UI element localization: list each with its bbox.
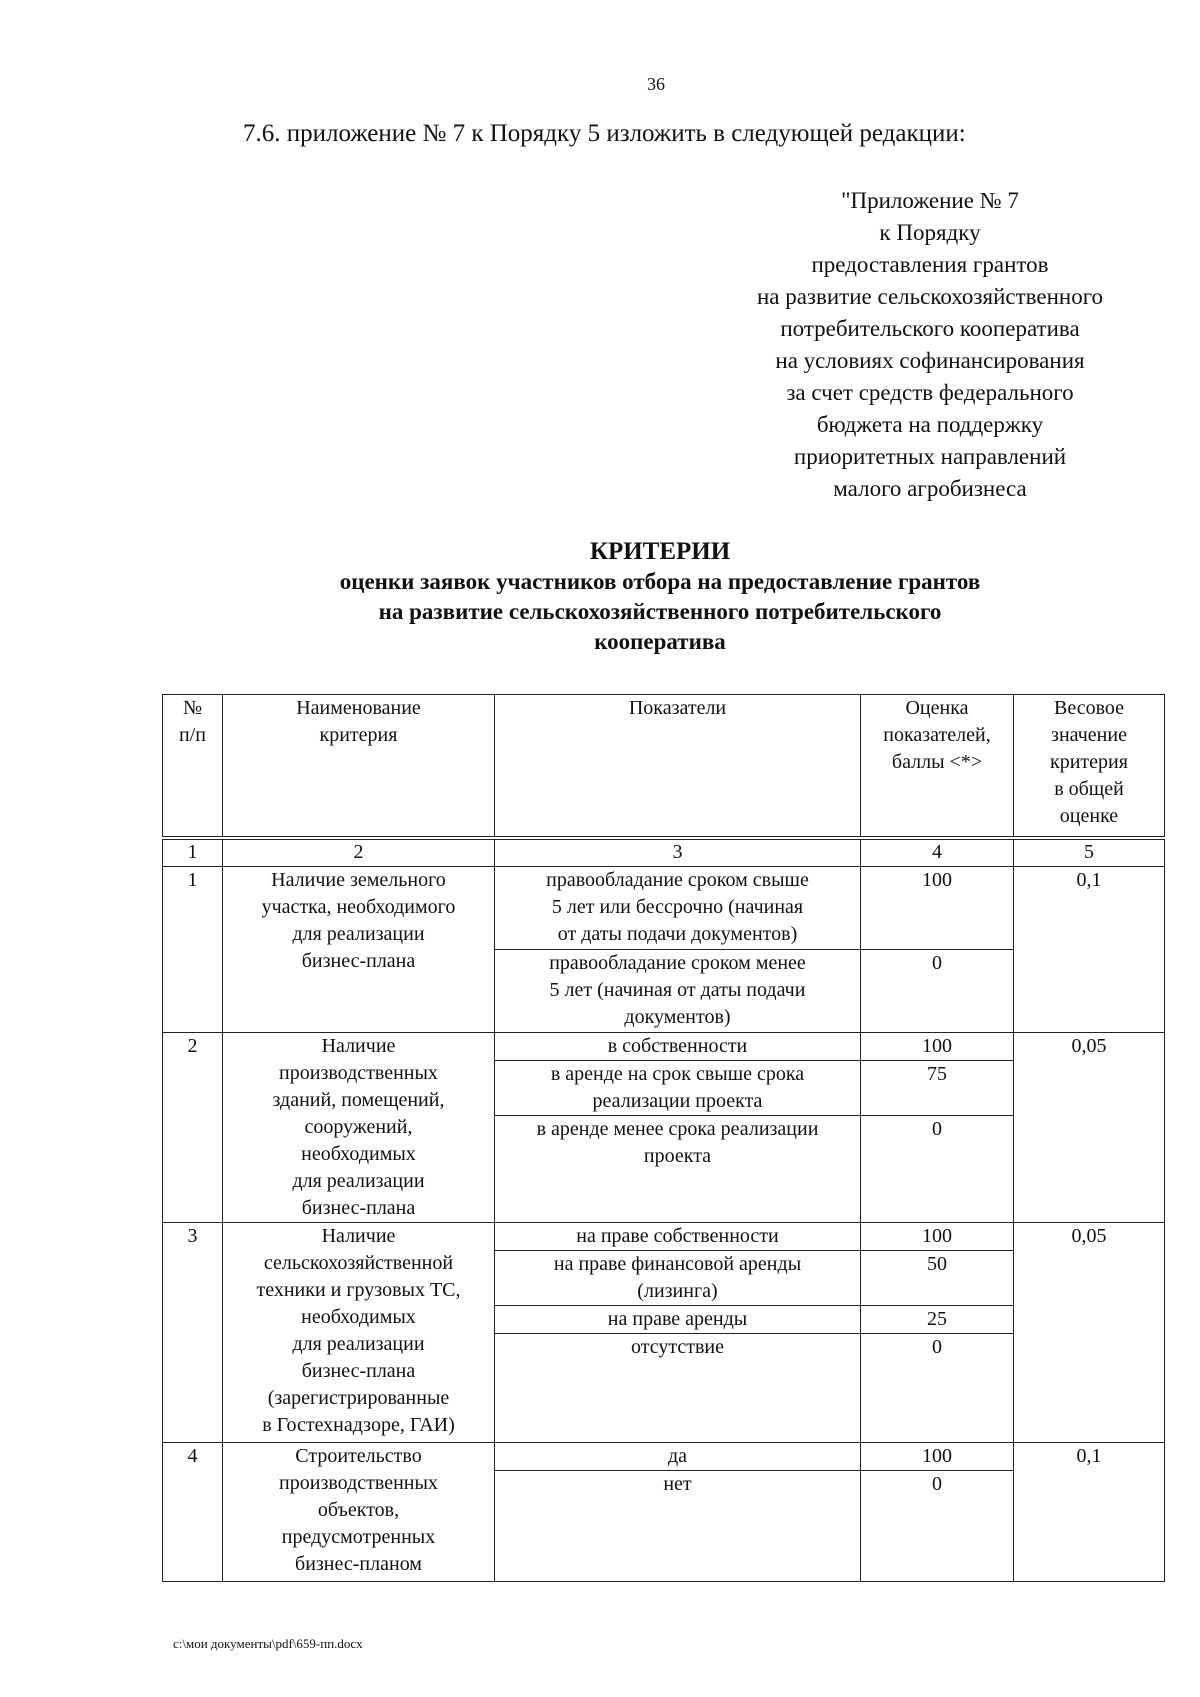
- header-score: Оценка показателей, баллы <*>: [861, 695, 1014, 839]
- indicator-score: 0: [861, 1116, 1014, 1223]
- indicator-score: 100: [861, 1443, 1014, 1471]
- criteria-table: [162, 694, 1165, 1582]
- table-row: [163, 867, 1165, 950]
- indicator-score: 0: [861, 950, 1014, 1033]
- heading-title: КРИТЕРИИ: [589, 538, 731, 565]
- header-number: № п/п: [163, 695, 223, 839]
- indicator-text: отсутствие: [495, 1334, 861, 1443]
- appendix-line: бюджета на поддержку: [816, 412, 1044, 437]
- indicator-score: 25: [861, 1306, 1014, 1334]
- appendix-line: за счет средств федерального: [786, 380, 1074, 405]
- indicator-text: да: [495, 1443, 861, 1471]
- column-number: 3: [495, 838, 861, 867]
- table-header-row: [163, 695, 1165, 839]
- indicator-text: нет: [495, 1471, 861, 1582]
- appendix-line: малого агробизнеса: [833, 476, 1027, 501]
- appendix-line: к Порядку: [879, 220, 981, 245]
- page-number: 36: [647, 74, 665, 94]
- heading-line: кооператива: [594, 629, 726, 654]
- table-row: [163, 1033, 1165, 1061]
- appendix-block: [700, 185, 1160, 505]
- table-row: [163, 1223, 1165, 1251]
- header-criterion-name: Наименование критерия: [223, 695, 495, 839]
- criterion-weight: 0,05: [1014, 1033, 1165, 1223]
- indicator-score: 50: [861, 1251, 1014, 1306]
- appendix-line: приоритетных направлений: [793, 444, 1067, 469]
- indicator-score: 75: [861, 1061, 1014, 1116]
- indicator-score: 100: [861, 1223, 1014, 1251]
- criterion-name: Наличие производственных зданий, помещений, сооружений, необходимых для реализации бизнес-плана: [223, 1033, 495, 1223]
- indicator-text: на праве собственности: [495, 1223, 861, 1251]
- criterion-weight: 0,1: [1014, 867, 1165, 1033]
- indicator-text: в аренде на срок свыше срока реализации проекта: [495, 1061, 861, 1116]
- indicator-text: на праве аренды: [495, 1306, 861, 1334]
- column-number: 4: [861, 838, 1014, 867]
- indicator-text: правообладание сроком свыше 5 лет или бессрочно (начиная от даты подачи документов): [495, 867, 861, 950]
- indicator-text: на праве финансовой аренды (лизинга): [495, 1251, 861, 1306]
- indicator-score: 100: [861, 1033, 1014, 1061]
- header-indicators: Показатели: [495, 695, 861, 839]
- criterion-weight: 0,05: [1014, 1223, 1165, 1443]
- indicator-text: правообладание сроком менее 5 лет (начиная от даты подачи документов): [495, 950, 861, 1033]
- appendix-line: "Приложение № 7: [841, 188, 1019, 213]
- appendix-line: потребительского кооператива: [780, 316, 1080, 341]
- indicator-score: 0: [861, 1471, 1014, 1582]
- criterion-name: Наличие земельного участка, необходимого для реализации бизнес-плана: [223, 867, 495, 1033]
- row-number: 2: [163, 1033, 223, 1223]
- table-column-numbers-row: [163, 838, 1165, 867]
- row-number: 3: [163, 1223, 223, 1443]
- row-number: 1: [163, 867, 223, 1033]
- column-number: 1: [163, 838, 223, 867]
- column-number: 5: [1014, 838, 1165, 867]
- criterion-weight: 0,1: [1014, 1443, 1165, 1582]
- indicator-score: 100: [861, 867, 1014, 950]
- header-weight: Весовое значение критерия в общей оценке: [1014, 695, 1165, 839]
- heading-line: оценки заявок участников отбора на предоставление грантов: [339, 569, 981, 594]
- appendix-line: предоставления грантов: [811, 252, 1049, 277]
- indicator-text: в аренде менее срока реализации проекта: [495, 1116, 861, 1223]
- indicator-score: 0: [861, 1334, 1014, 1443]
- appendix-line: на условиях софинансирования: [775, 348, 1085, 373]
- document-heading: [160, 537, 1160, 657]
- indicator-text: в собственности: [495, 1033, 861, 1061]
- table-row: [163, 1443, 1165, 1471]
- file-path-footer: c:\мои документы\pdf\659-пп.docx: [173, 1636, 363, 1651]
- row-number: 4: [163, 1443, 223, 1582]
- appendix-line: на развитие сельскохозяйственного: [756, 284, 1104, 309]
- intro-paragraph: 7.6. приложение № 7 к Порядку 5 изложить в следующей редакции:: [243, 120, 966, 147]
- heading-line: на развитие сельскохозяйственного потребительского: [378, 599, 942, 624]
- column-number: 2: [223, 838, 495, 867]
- criterion-name: Строительство производственных объектов, предусмотренных бизнес-планом: [223, 1443, 495, 1582]
- criterion-name: Наличие сельскохозяйственной техники и грузовых ТС, необходимых для реализации бизнес-плана (зарегистрированные в Гостехнадзоре, ГАИ): [223, 1223, 495, 1443]
